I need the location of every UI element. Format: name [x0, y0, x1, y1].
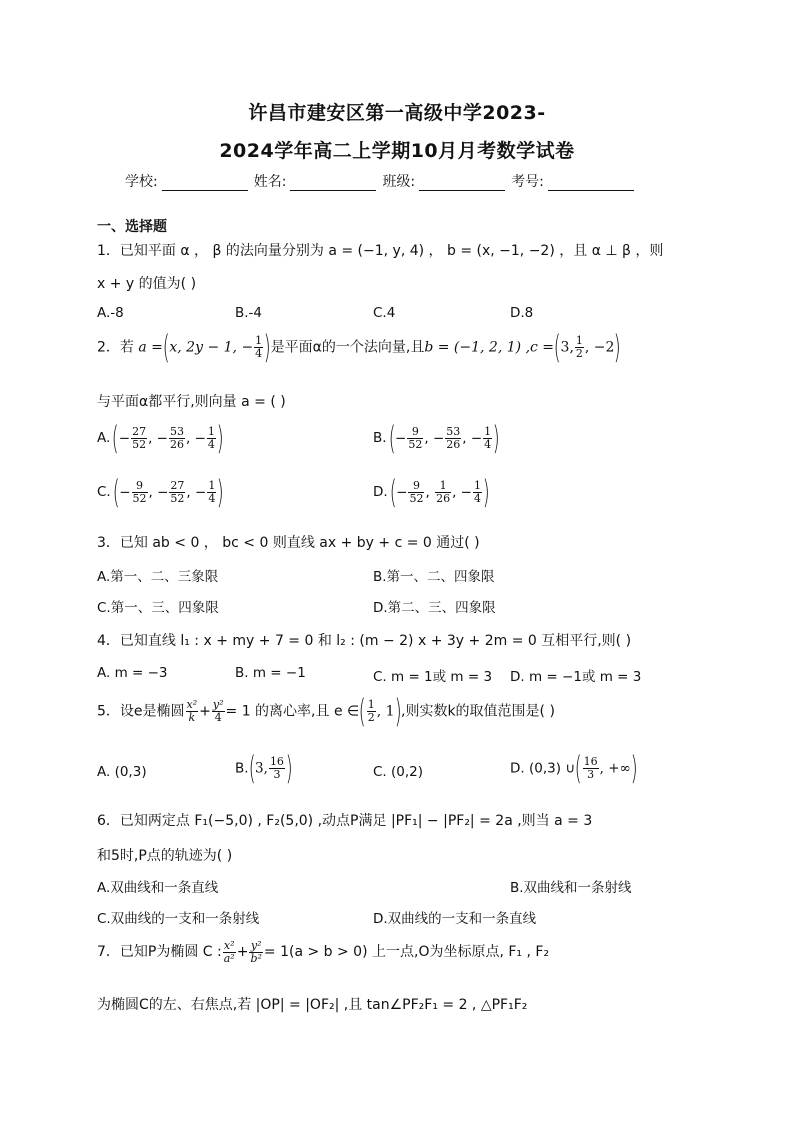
frac-num: 1 — [207, 425, 215, 439]
frac — [169, 480, 185, 504]
frac-num: 9 — [407, 426, 423, 439]
q5-y-frac — [212, 699, 225, 723]
q6-option-a: A.双曲线和一条直线 — [97, 880, 219, 896]
paren-open: ( — [248, 749, 256, 787]
q3-option-a: A.第一、二、三象限 — [97, 569, 219, 585]
q2-a-left-paren: ( — [162, 328, 170, 366]
q6-option-d: D.双曲线的一支和一条直线 — [373, 911, 537, 927]
frac-num: 27 — [170, 479, 185, 493]
class-blank[interactable] — [419, 176, 505, 191]
q7-prefix: 7．已知P为椭圆 C : — [97, 944, 222, 961]
q2-mid: 是平面α的一个法向量,且 — [270, 339, 425, 356]
q2-a-tuple: x, 2y − 1, − — [169, 339, 254, 356]
name-label: 姓名: — [253, 174, 287, 190]
q2-c-frac — [575, 335, 584, 359]
frac-den: 3 — [273, 767, 281, 781]
school-field — [125, 171, 252, 191]
frac-den: 52 — [132, 437, 147, 451]
frac-den: 52 — [170, 491, 185, 505]
frac — [483, 426, 492, 450]
q4-stem: 4．已知直线 l₁ : x + my + 7 = 0 和 l₂ : (m − 2) x + 3y + 2m = 0 互相平行,则( ) — [97, 633, 632, 649]
q7-x-frac-num: x² — [223, 939, 235, 952]
frac-den: 3 — [587, 767, 595, 781]
q5-option-d — [510, 749, 638, 787]
q7-stem-line1 — [97, 940, 549, 964]
paren-close: ) — [217, 473, 225, 511]
q2-b-eq: b = (−1, 2, 1) , — [424, 339, 531, 356]
q2-a-frac — [254, 335, 263, 359]
q2-a-right-paren: ) — [263, 328, 271, 366]
q2-c-frac-num: 1 — [575, 334, 583, 348]
paren-close: ) — [285, 749, 293, 787]
q4-option-a: A. m = −3 — [97, 665, 168, 681]
exam-no-blank[interactable] — [548, 176, 634, 191]
frac-den: 4 — [207, 437, 215, 451]
exam-title-line1: 许昌市建安区第一高级中学2023- — [248, 102, 546, 124]
q2-c-left-paren: ( — [553, 328, 561, 366]
q5-range-end: , 1 — [376, 703, 395, 720]
q7-x-frac-den: a² — [223, 951, 235, 965]
q5-x-frac-num: x² — [186, 698, 198, 712]
q5-d-end: , +∞ — [599, 760, 631, 777]
q2-a-frac-den: 4 — [255, 346, 263, 360]
paren-open: ( — [112, 473, 120, 511]
frac — [408, 480, 424, 504]
frac-den: 26 — [170, 437, 184, 451]
q7-plus: + — [236, 944, 249, 961]
frac — [207, 426, 216, 450]
q5-d-label: D. (0,3) ∪ — [510, 760, 576, 777]
q5-range-frac — [367, 699, 376, 723]
frac — [207, 480, 216, 504]
q7-y-frac-num: y² — [250, 939, 262, 952]
q6-option-b: B.双曲线和一条射线 — [510, 880, 632, 896]
q2-a-eq: a = — [138, 339, 163, 356]
frac-num: 16 — [583, 755, 598, 769]
q5-stem — [97, 692, 555, 730]
q5-y-frac-den: 4 — [214, 710, 222, 724]
exam-no-field — [511, 171, 638, 191]
q5-option-c: C. (0,2) — [373, 764, 424, 780]
q2-b-label: B. — [373, 430, 387, 447]
q1-option-a: A.-8 — [97, 305, 124, 321]
frac-den: 4 — [208, 491, 216, 505]
q1-stem-line2: x + y 的值为( ) — [97, 276, 197, 292]
frac — [445, 426, 461, 450]
frac-num: 9 — [408, 480, 424, 493]
q2-c-frac-den: 2 — [575, 346, 583, 360]
q3-option-d: D.第二、三、四象限 — [373, 600, 496, 616]
paren-open: ( — [112, 419, 119, 457]
q2-option-b: B.(− $\frac{9}{52}$ , − $\frac{53}{26}$ , − $\frac{1}{4}$ ) — [373, 419, 500, 457]
frac — [269, 756, 285, 780]
q2-c-tuple-end: , −2 — [584, 339, 615, 356]
q1-stem-line1: 1．已知平面 α ， β 的法向量分别为 a = (−1, y, 4) ， b = (x, −1, −2) ，且 α ⊥ β ，则 — [97, 243, 664, 259]
frac — [583, 756, 599, 780]
student-info-row — [125, 171, 640, 191]
school-label: 学校: — [125, 174, 158, 190]
class-field — [382, 171, 509, 191]
q4-option-c: C. m = 1或 m = 3 — [373, 669, 493, 685]
q5-range-frac-num: 1 — [367, 698, 375, 712]
frac-num: 1 — [435, 480, 451, 493]
q3-stem: 3．已知 ab < 0 ， bc < 0 则直线 ax + by + c = 0 通过( ) — [97, 535, 480, 551]
paren-close: ) — [630, 749, 638, 787]
paren-close: ) — [492, 419, 500, 457]
q7-y-frac-den: b² — [250, 951, 262, 965]
frac — [169, 426, 185, 450]
frac-den: 26 — [446, 437, 461, 451]
school-blank[interactable] — [162, 176, 248, 191]
q4-option-d: D. m = −1或 m = 3 — [510, 669, 642, 685]
q2-a-label: A. — [97, 430, 111, 447]
q7-y-frac — [249, 940, 262, 964]
q6-stem-line1: 6．已知两定点 F₁(−5,0) , F₂(5,0) ,动点P满足 |PF₁| − |PF₂| = 2a ,则当 a = 3 — [97, 813, 593, 829]
frac-num: 1 — [208, 479, 216, 493]
q5-option-a: A. (0,3) — [97, 764, 147, 780]
frac-num: 27 — [132, 425, 147, 439]
frac — [435, 480, 451, 504]
paren-open: ( — [574, 749, 582, 787]
frac — [473, 480, 482, 504]
paren-close: ) — [216, 419, 224, 457]
frac-den: 52 — [408, 437, 423, 451]
q5-prefix: 5．设e是椭圆 — [97, 703, 185, 720]
q5-b-start: 3, — [255, 760, 268, 777]
q2-d-label: D. — [373, 484, 388, 501]
exam-title-line2: 2024学年高二上学期10月月考数学试卷 — [219, 140, 575, 162]
frac-num: 53 — [446, 425, 461, 439]
q7-stem-line2: 为椭圆C的左、右焦点,若 |OP| = |OF₂| ,且 tan∠PF₂F₁ = 2 , △PF₁F₂ — [97, 997, 528, 1013]
frac — [132, 480, 148, 504]
frac — [131, 426, 147, 450]
q6-option-c: C.双曲线的一支和一条射线 — [97, 911, 260, 927]
frac-num: 1 — [473, 479, 481, 493]
q1-option-b: B.-4 — [235, 305, 263, 321]
q5-x-frac — [186, 699, 199, 723]
name-field — [254, 171, 381, 191]
frac-num: 53 — [170, 425, 184, 439]
q5-suffix: ,则实数k的取值范围是( ) — [401, 703, 555, 720]
paren-open: ( — [389, 473, 397, 511]
q5-option-b — [235, 749, 293, 787]
q2-option-c: C.(− $\frac{9}{52}$ , − $\frac{27}{52}$ , − $\frac{1}{4}$ ) — [97, 473, 225, 511]
q6-stem-line2: 和5时,P点的轨迹为( ) — [97, 848, 233, 864]
q5-plus: + — [199, 703, 211, 720]
frac-num: 9 — [132, 480, 148, 493]
q2-c-right-paren: ) — [614, 328, 622, 366]
q5-b-label: B. — [235, 760, 249, 777]
q4-option-b: B. m = −1 — [235, 665, 306, 681]
q2-option-d: D.(− $\frac{9}{52}$ , $\frac{1}{26}$ , − $\frac{1}{4}$ ) — [373, 473, 490, 511]
q2-prefix: 2．若 — [97, 339, 134, 356]
q2-a-frac-num: 1 — [255, 334, 263, 348]
exam-no-label: 考号: — [511, 174, 544, 190]
frac-den: 26 — [436, 491, 451, 505]
paren-open: ( — [388, 419, 396, 457]
q3-option-c: C.第一、三、四象限 — [97, 600, 219, 616]
q2-stem-line1 — [97, 328, 622, 366]
q1-option-d: D.8 — [510, 305, 534, 321]
q2-c-eq: c = — [530, 339, 555, 356]
name-blank[interactable] — [290, 176, 376, 191]
q2-option-a: A.(− $\frac{27}{52}$ , − $\frac{53}{26}$ , − $\frac{1}{4}$ ) — [97, 419, 224, 457]
frac-den: 4 — [484, 437, 492, 451]
frac-num: 1 — [484, 425, 492, 439]
frac-num: 16 — [269, 755, 284, 769]
frac-den: 52 — [132, 491, 147, 505]
frac-den: 4 — [473, 491, 481, 505]
q5-range-right-paren: ) — [394, 692, 402, 730]
q2-c-tuple-start: 3, — [560, 339, 574, 356]
paren-close: ) — [482, 473, 490, 511]
q2-c-label: C. — [97, 484, 111, 501]
section-heading: 一、选择题 — [97, 219, 167, 235]
q5-y-frac-num: y² — [212, 698, 224, 712]
class-label: 班级: — [382, 174, 416, 190]
q5-range-left-paren: ( — [359, 692, 366, 730]
q2-stem-line2: 与平面α都平行,则向量 a = ( ) — [97, 394, 286, 410]
frac-den: 52 — [409, 491, 424, 505]
q7-suffix: = 1(a > b > 0) 上一点,O为坐标原点, F₁ , F₂ — [263, 944, 550, 961]
q3-option-b: B.第一、二、四象限 — [373, 569, 495, 585]
q1-option-c: C.4 — [373, 305, 396, 321]
q5-mid: = 1 的离心率,且 e ∈ — [225, 703, 360, 720]
frac — [407, 426, 423, 450]
q7-x-frac — [223, 940, 236, 964]
q5-range-frac-den: 2 — [367, 710, 375, 724]
q5-x-frac-den: k — [188, 710, 196, 724]
